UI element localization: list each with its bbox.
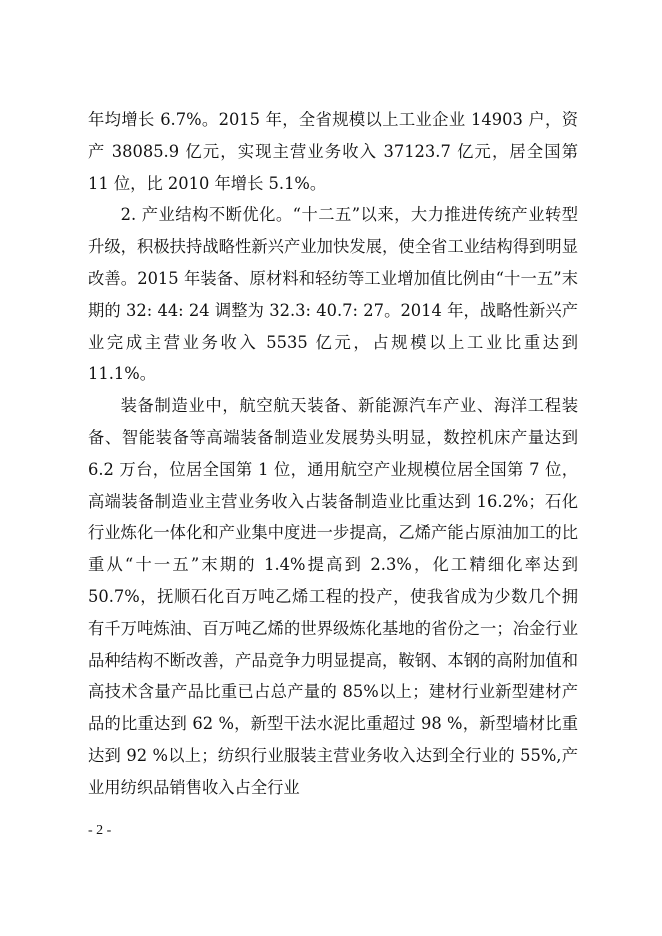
paragraph-1: 年均增长 6.7%。2015 年，全省规模以上工业企业 14903 户，资产 38085.9 亿元，实现主营业务收入 37123.7 亿元，居全国第 11 位，比 2010 年增长 5.1%。 (88, 110, 578, 193)
page-number: - 2 - (88, 823, 112, 838)
paragraph-2: 2. 产业结构不断优化。“十二五”以来，大力推进传统产业转型升级，积极扶持战略性新兴产业加快发展，使全省工业结构得到明显改善。2015 年装备、原材料和轻纺等工业增加值比例由“十一五”末期的 32: 44: 24 调整为 32.3: 40.7: 27。2014 年，战略性新兴产业完成主营业务收入 5535 亿元，占规模以上工业比重达到 11.1%。 (88, 205, 578, 384)
paragraph-3: 装备制造业中，航空航天装备、新能源汽车产业、海洋工程装备、智能装备等高端装备制造业发展势头明显，数控机床产量达到 6.2 万台，位居全国第 1 位，通用航空产业规模位居全国第 7 位，高端装备制造业主营业务收入占装备制造业比重达到 16.2%；石化行业炼化一体化和产业集中度进一步提高，乙烯产能占原油加工的比重从“十一五”末期的 1.4%提高到 2.3%，化工精细化率达到 50.7%，抚顺石化百万吨乙烯工程的投产，使我省成为少数几个拥有千万吨炼油、百万吨乙烯的世界级炼化基地的省份之一；冶金行业品种结构不断改善，产品竞争力明显提高，鞍钢、本钢的高附加值和高技术含量产品比重已占总产量的 85%以上；建材行业新型建材产品的比重达到 62 %，新型干法水泥比重超过 98 %，新型墙材比重达到 92 %以上；纺织行业服装主营业务收入达到全行业的 55%,产业用纺织品销售收入占全行业 (88, 396, 578, 797)
body-text (88, 104, 578, 804)
